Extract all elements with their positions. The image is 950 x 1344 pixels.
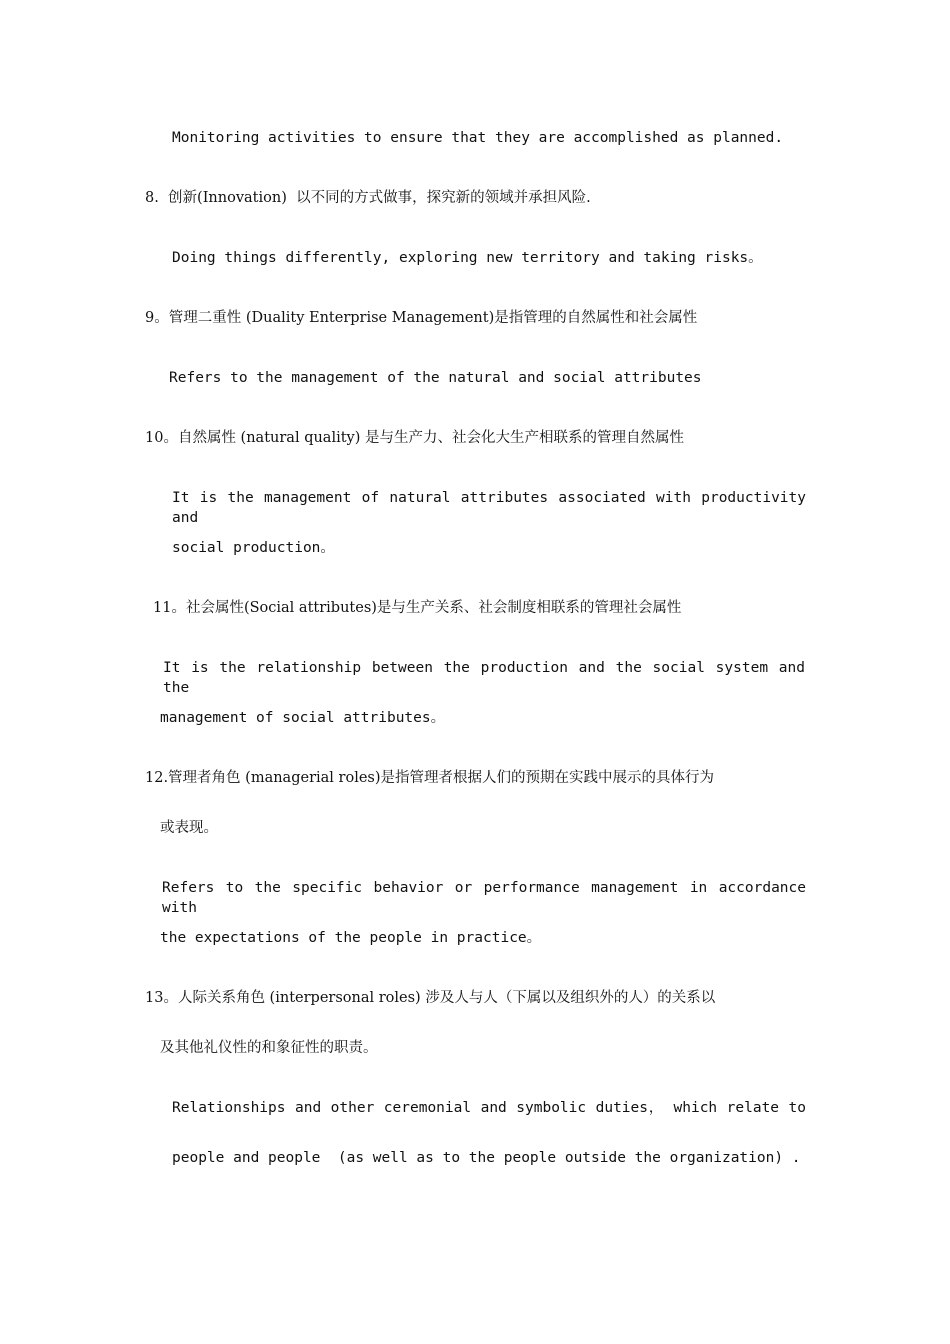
item-13-heading-continuation: 及其他礼仪性的和象征性的职责。 — [160, 1040, 378, 1056]
item-8-innovation-english: Doing things differently, exploring new territory and taking risks。 — [172, 250, 763, 266]
item-9-duality-heading: 9。管理二重性 (Duality Enterprise Management)是指管理的自然属性和社会属性 — [145, 310, 698, 326]
item-13-english-line-2: people and people (as well as to the people outside the organization) . — [172, 1150, 801, 1166]
item-13-english-line-1: Relationships and other ceremonial and symbolic duties， which relate to — [172, 1100, 806, 1116]
controlling-definition-english: Monitoring activities to ensure that they are accomplished as planned. — [172, 130, 784, 146]
item-11-social-attributes-heading: 11。社会属性(Social attributes)是与生产关系、社会制度相联系的管理社会属性 — [153, 600, 682, 616]
item-10-english-line-1: It is the management of natural attributes associated with productivity and — [172, 490, 806, 526]
item-9-duality-english: Refers to the management of the natural and social attributes — [169, 370, 702, 386]
item-12-english-line-2: the expectations of the people in practice。 — [160, 930, 542, 946]
item-10-english-line-2: social production。 — [172, 540, 335, 556]
item-12-managerial-roles-heading: 12.管理者角色 (managerial roles)是指管理者根据人们的预期在实践中展示的具体行为 — [145, 770, 715, 786]
item-10-natural-quality-heading: 10。自然属性 (natural quality) 是与生产力、社会化大生产相联系的管理自然属性 — [145, 430, 685, 446]
item-11-english-line-2: management of social attributes。 — [160, 710, 446, 726]
item-13-interpersonal-roles-heading: 13。人际关系角色 (interpersonal roles) 涉及人与人（下属以及组织外的人）的关系以 — [145, 990, 716, 1006]
item-12-english-line-1: Refers to the specific behavior or performance management in accordance with — [162, 880, 806, 916]
item-11-english-line-1: It is the relationship between the production and the social system and the — [163, 660, 805, 696]
item-12-heading-continuation: 或表现。 — [160, 820, 218, 836]
item-8-innovation-heading: 8. 创新(Innovation) 以不同的方式做事，探究新的领域并承担风险. — [145, 190, 591, 206]
